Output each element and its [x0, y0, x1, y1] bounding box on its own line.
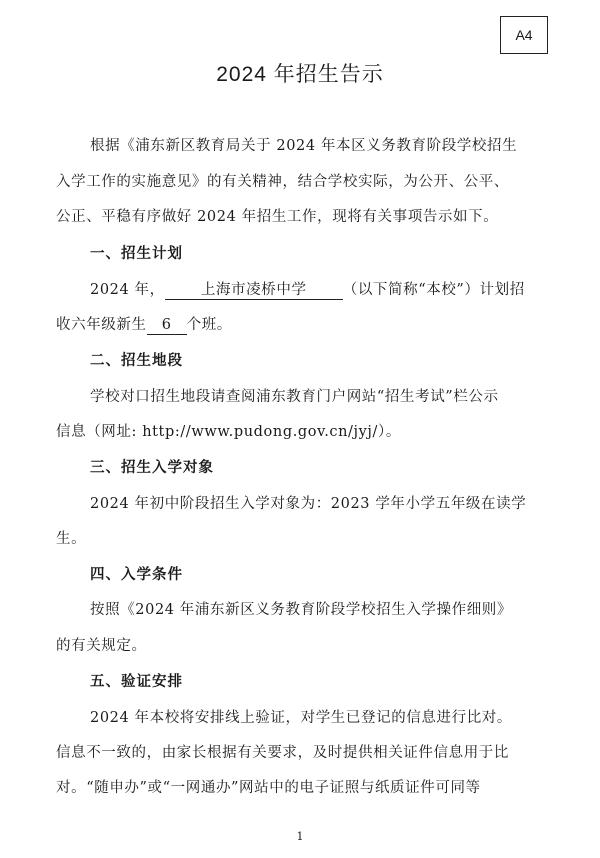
paper-size-label: A4: [500, 16, 548, 54]
verification-line-1: 2024 年本校将安排线上验证，对学生已登记的信息进行比对。: [90, 710, 513, 726]
verification-line-3: 对。“随申办”或“一网通办”网站中的电子证照与纸质证件可同等: [56, 780, 481, 796]
plan-year-text: 2024 年，: [90, 282, 165, 298]
section-heading-plan: 一、招生计划: [90, 246, 183, 262]
section-heading-verification: 五、验证安排: [90, 674, 183, 690]
eligibility-line-2: 生。: [56, 531, 87, 547]
section-heading-eligibility: 三、招生入学对象: [90, 460, 214, 476]
conditions-line-2: 的有关规定。: [56, 638, 147, 654]
intro-line-1: 根据《浦东新区教育局关于 2024 年本区义务教育阶段学校招生: [90, 138, 518, 154]
plan-line-1: [56, 280, 552, 300]
class-count-field: 6: [147, 316, 187, 335]
intro-line-3: 公正、平稳有序做好 2024 年招生工作，现将有关事项告示如下。: [56, 209, 499, 225]
plan-class-unit: 个班。: [186, 317, 232, 333]
zone-line-1: 学校对口招生地段请查阅浦东教育门户网站“招生考试”栏公示: [90, 389, 499, 405]
page-number: 1: [296, 830, 304, 843]
conditions-line-1: 按照《2024 年浦东新区义务教育阶段学校招生入学操作细则》: [90, 602, 513, 618]
plan-abbrev-text: （以下简称“本校”）计划招: [342, 282, 525, 298]
plan-line-2: [56, 315, 552, 335]
plan-grade-text: 收六年级新生: [56, 317, 147, 333]
verification-line-2: 信息不一致的，由家长根据有关要求，及时提供相关证件信息用于比: [56, 745, 509, 761]
section-heading-conditions: 四、入学条件: [90, 567, 183, 583]
zone-line-2: 信息（网址: http://www.pudong.gov.cn/jyj/）。: [56, 424, 401, 440]
intro-line-2: 入学工作的实施意见》的有关精神，结合学校实际，为公开、公平、: [56, 174, 509, 190]
eligibility-line-1: 2024 年初中阶段招生入学对象为：2023 学年小学五年级在读学: [90, 496, 527, 512]
section-heading-zone: 二、招生地段: [90, 353, 183, 369]
page-title: 2024 年招生告示: [216, 63, 384, 86]
school-name-field: 上海市凌桥中学: [165, 281, 343, 300]
